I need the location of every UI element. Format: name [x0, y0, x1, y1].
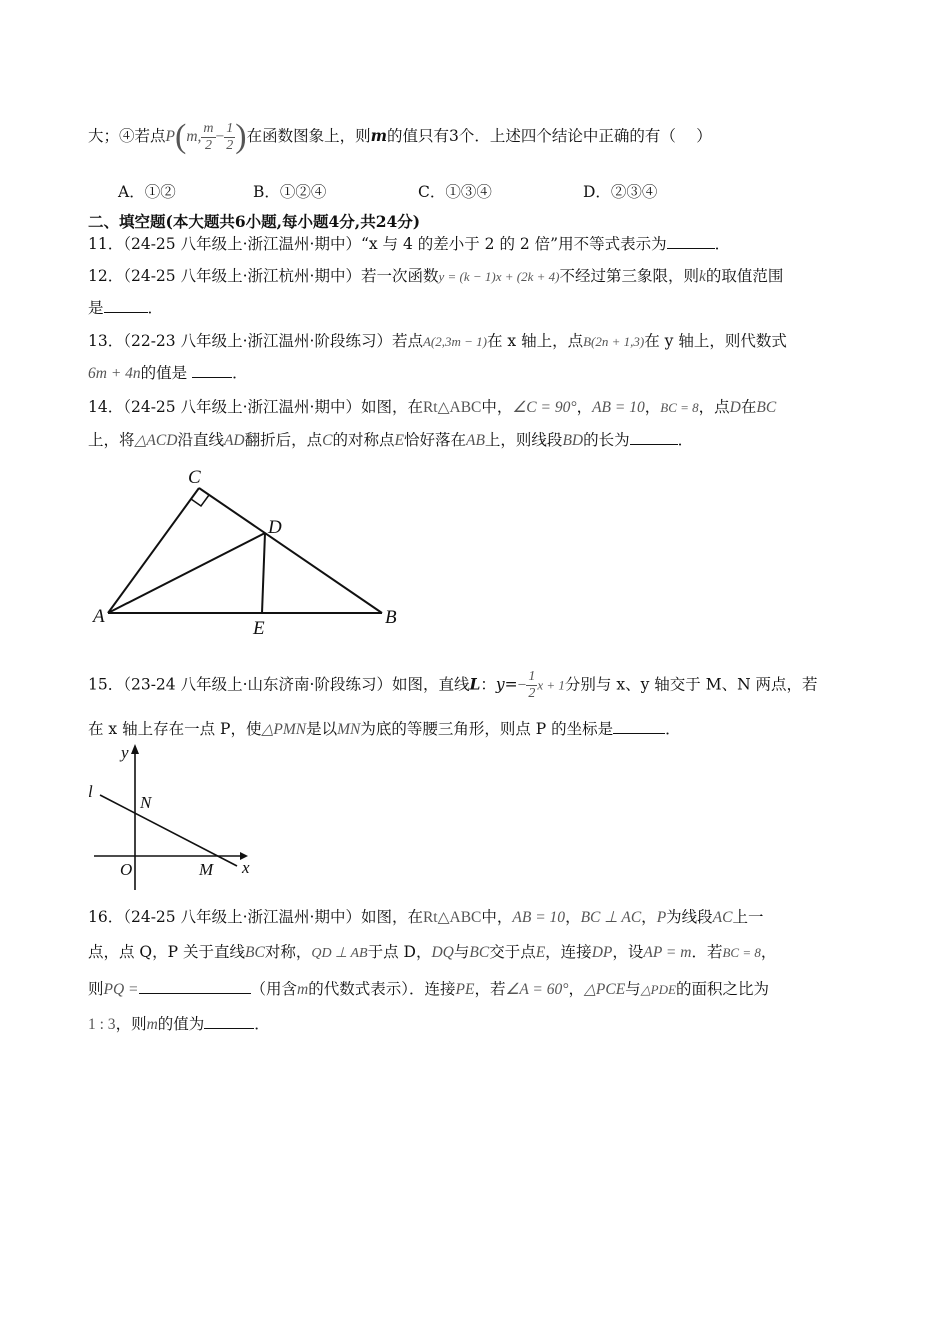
text: 恰好落在	[403, 431, 466, 449]
text: 为线段	[666, 908, 713, 926]
label-n: N	[140, 793, 152, 812]
q16-m: m	[297, 981, 309, 998]
question-16-line3	[88, 977, 769, 999]
q16-dq: DQ	[431, 944, 454, 961]
text: 对称，	[264, 943, 312, 961]
q15-x-plus: x + 1	[537, 677, 565, 693]
segment-cb	[199, 488, 382, 613]
q14-c: C	[322, 432, 333, 449]
label-o: O	[120, 860, 133, 879]
q14-e: E	[394, 432, 404, 449]
text: ．若	[691, 943, 723, 961]
label-e: E	[253, 618, 265, 639]
q16-perp: BC ⊥ AC	[580, 909, 642, 926]
q16-pe: PE	[455, 981, 475, 998]
q10-coord-m: m,	[186, 128, 202, 145]
q16-m-answer-blank[interactable]	[204, 1014, 254, 1029]
label-m: M	[199, 860, 214, 879]
q14-triangle-figure	[88, 460, 418, 640]
option-c[interactable]: C．①③④	[418, 183, 492, 201]
q16-bc: BC	[245, 944, 265, 961]
q14-bd: BD	[562, 432, 584, 449]
question-12-line2	[88, 296, 163, 318]
text: 中，	[481, 908, 513, 926]
q12-end: ．	[147, 299, 164, 317]
text: ，	[760, 943, 777, 961]
q15-pmn: △PMN	[261, 721, 307, 738]
text: ：	[480, 675, 496, 694]
q14-acd: △ACD	[134, 432, 178, 449]
q12-formula: y = (k − 1)x + (2k + 4)	[438, 269, 560, 284]
q13-prefix: 13．（22-23 八年级上·浙江温州·阶段练习）若点	[88, 332, 423, 350]
text: ，设	[612, 943, 644, 961]
y-axis-arrow	[131, 744, 139, 754]
q12-line2-prefix: 是	[88, 299, 104, 317]
q11-answer-blank[interactable]	[667, 234, 715, 249]
q13-mid1: 在 x 轴上，点	[486, 332, 584, 350]
text: 为底的等腰三角形，则点 P 的坐标是	[360, 720, 614, 738]
q16-ac: AC	[712, 909, 733, 926]
q14-ab2: AB	[465, 432, 485, 449]
q10-suffix-b: 的值只有3个．上述四个结论中正确的有（ ）	[387, 127, 712, 145]
option-b[interactable]: B．①②④	[253, 183, 327, 201]
text: 上一	[732, 908, 764, 926]
q14-answer-blank[interactable]	[630, 430, 678, 445]
text: 翻折后，点	[244, 431, 323, 449]
q13-suffix: 的值是	[140, 364, 188, 382]
q10-var-m: m	[370, 126, 388, 145]
text: 中，	[481, 398, 513, 416]
frac-num: 1	[226, 120, 234, 136]
question-15-line1	[88, 669, 818, 702]
q10-suffix-a: 在函数图象上，则	[246, 127, 371, 145]
question-14-line2	[88, 428, 693, 450]
q14-angle: ∠C = 90°	[512, 399, 577, 416]
minus-sign: −	[517, 676, 527, 694]
q16-ab: AB = 10	[512, 909, 566, 926]
q15-line-name: L	[469, 674, 481, 694]
question-12-line1	[88, 264, 783, 286]
section-title: 二、填空题(本大题共6小题,每小题4分,共24分)	[88, 212, 421, 231]
q12-suffix: 的取值范围	[705, 267, 784, 285]
q13-point-b: B(2n + 1,3)	[583, 334, 645, 349]
text: 是以	[306, 720, 338, 738]
segment-de	[262, 533, 265, 613]
q16-m2: m	[146, 1016, 158, 1033]
q16-pde: △PDE	[640, 982, 676, 997]
label-y: y	[121, 743, 129, 762]
right-paren: )	[235, 118, 247, 155]
q13-point-a: A(2,3m − 1)	[422, 334, 487, 349]
q16-qd: QD ⊥ AB	[311, 946, 368, 961]
text: ．	[665, 720, 681, 738]
q11-text: 11．（24-25 八年级上·浙江温州·期中）“x 与 4 的差小于 2 的 2 倍”用不等式表示为	[88, 235, 667, 253]
q12-prefix: 12．（24-25 八年级上·浙江杭州·期中）若一次函数	[88, 267, 439, 285]
q13-expr: 6m + 4n	[88, 365, 141, 382]
segment-ad	[108, 533, 265, 613]
q14-ad: AD	[223, 432, 245, 449]
q14-prefix: 14．（24-25 八年级上·浙江温州·期中）如图，在	[88, 398, 423, 416]
q15-answer-blank[interactable]	[613, 719, 665, 734]
q13-answer-blank[interactable]	[192, 363, 232, 378]
question-13-line1	[88, 329, 787, 351]
text: ，	[568, 980, 584, 998]
q16-bc2: BC	[469, 944, 490, 961]
q15-axes-figure	[80, 742, 270, 892]
text: 与	[625, 980, 641, 998]
text: 的对称点	[332, 431, 395, 449]
q15-suffix: 分别与 x、y 轴交于 M、N 两点，若	[564, 675, 818, 694]
left-paren: (	[174, 118, 187, 155]
q10-frac-1-over-2	[224, 121, 235, 154]
q12-var-k: k	[698, 268, 706, 285]
q15-frac	[526, 669, 537, 702]
text: 上，将	[88, 431, 135, 449]
q16-prefix: 16．（24-25 八年级上·浙江温州·期中）如图，在	[88, 908, 423, 926]
segment-ac	[108, 488, 199, 613]
text: ，	[565, 908, 581, 926]
label-a: A	[93, 606, 105, 627]
q12-answer-blank[interactable]	[104, 298, 148, 313]
question-11	[88, 232, 730, 254]
q16-pq: PQ =	[103, 981, 139, 998]
q16-ap: AP = m	[643, 944, 692, 961]
text: 则	[88, 980, 104, 998]
text: ．	[677, 431, 694, 449]
frac-den: 2	[528, 686, 536, 701]
label-x: x	[242, 858, 250, 877]
frac-den: 2	[226, 137, 234, 153]
q14-bc2: BC	[756, 399, 777, 416]
text: 的代数式表示）．连接	[308, 980, 456, 998]
text: （用含	[250, 980, 298, 998]
q16-angle: ∠A = 60°	[505, 981, 569, 998]
q16-p: P	[656, 909, 667, 926]
q16-bc8: BC = 8	[722, 945, 761, 960]
text: 与	[453, 943, 470, 961]
minus-sign: −	[215, 128, 225, 145]
q11-end: ．	[714, 235, 731, 253]
q15-y-eq: y=	[495, 675, 518, 694]
question-16-line4	[88, 1012, 270, 1034]
q12-mid: 不经过第三象限，则	[559, 267, 699, 285]
text: 点，点 Q，P 关于直线	[88, 943, 245, 961]
q16-pce: △PCE	[583, 981, 626, 998]
q16-tri: Rt△ABC	[422, 909, 482, 926]
question-13-line2	[88, 361, 248, 383]
text: 的长为	[583, 431, 630, 449]
q14-ab: AB = 10	[592, 399, 645, 416]
text: 的面积之比为	[675, 980, 769, 998]
question-16-line2	[88, 940, 776, 962]
text: ，	[644, 398, 661, 416]
q10-frac-m-over-2	[201, 121, 215, 154]
q16-ratio: 1 : 3	[88, 1016, 116, 1033]
label-l: l	[88, 782, 93, 801]
text: ，则	[115, 1015, 147, 1033]
text: ，若	[474, 980, 506, 998]
q10-tail-line	[88, 118, 712, 156]
option-d[interactable]: D．②③④	[583, 183, 658, 201]
text: 上，则线段	[484, 431, 563, 449]
text: ，连接	[545, 943, 592, 961]
text: 的值为	[157, 1015, 205, 1033]
question-16-line1	[88, 905, 764, 927]
q16-dp: DP	[591, 944, 613, 961]
text: ，点	[698, 398, 730, 416]
q16-pq-answer-blank[interactable]	[139, 979, 251, 994]
q13-mid2: 在 y 轴上，则代数式	[644, 332, 787, 350]
frac-num: 1	[528, 669, 536, 684]
text: ，	[576, 398, 593, 416]
question-15-line2	[88, 717, 681, 739]
label-d: D	[268, 517, 282, 538]
label-c: C	[188, 467, 201, 488]
q16-e: E	[535, 944, 546, 961]
q15-prefix: 15．（23-24 八年级上·山东济南·阶段练习）如图，直线	[88, 675, 470, 694]
option-a[interactable]: A．①②	[118, 183, 176, 201]
q13-end: ．	[232, 364, 248, 382]
q14-d: D	[729, 399, 741, 416]
q10-point-p: P	[165, 128, 175, 145]
text: 沿直线	[177, 431, 224, 449]
text: 于点 D，	[367, 943, 432, 961]
frac-num: m	[203, 120, 214, 136]
q10-prefix: 大；④若点	[88, 127, 166, 145]
q14-tri: Rt△ABC	[422, 399, 482, 416]
text: ，	[641, 908, 657, 926]
q15-mn: MN	[337, 721, 361, 738]
text: 交于点	[489, 943, 536, 961]
frac-den: 2	[204, 137, 212, 153]
text: ．	[254, 1015, 270, 1033]
text: 在	[740, 398, 757, 416]
q14-bc: BC = 8	[660, 400, 699, 415]
label-b: B	[385, 607, 397, 628]
question-14-line1	[88, 395, 776, 417]
text: 在 x 轴上存在一点 P，使	[88, 720, 262, 738]
